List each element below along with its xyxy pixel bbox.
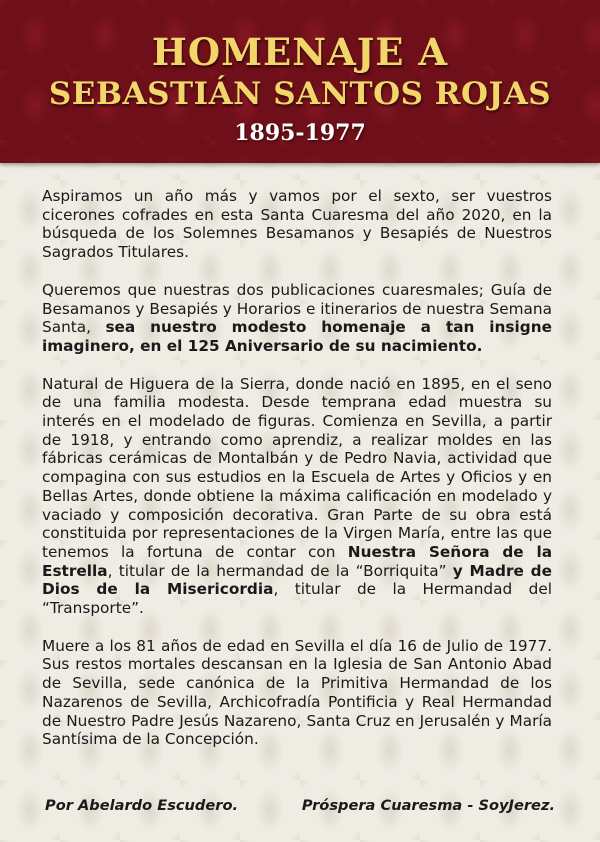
paragraph-death: Muere a los 81 años de edad en Sevilla el día 16 de Julio de 1977. Sus restos mortales descansan en la Iglesia de San Antonio Abad de Sevilla, sede canónica de la Primitiva Hermandad de los Nazarenos de Sevilla, Archicofradía Pontificia y Real Hermandad de Nuestro Padre Jesús Nazareno, Santa Cruz en Jerusalén y María Santísima de la Concepción. — [42, 636, 552, 749]
footer-signoff: Próspera Cuaresma - SoyJerez. — [301, 797, 555, 814]
title-line-2: SEBASTIÁN SANTOS ROJAS — [48, 76, 552, 112]
paragraph-homage-highlight: sea nuestro modesto homenaje a tan insigne imaginero, en el 125 Aniversario de su nacimiento. — [42, 318, 552, 355]
biography-text: Natural de Higuera de la Sierra, donde nació en 1895, en el seno de una familia modesta. Desde temprana edad muestra su interés en el modelado de figuras. Comienza en Sevilla, a partir de 1918, y entrando como aprendiz, a realizar moldes en las fábricas cerámicas de Montalbán y de Pedro Navia, actividad que compagina con sus estudios en la Escuela de Artes y Oficios y en Bellas Artes, donde obtiene la máxima calificación en modelado y vaciado y composición decorativa. Gran Parte de su obra está constituida por representaciones de la Virgen María, entre las que tenemos la fortuna de contar con — [42, 374, 552, 561]
article-body — [42, 187, 552, 768]
biography-transporte: , titular de la Hermandad del “Transporte”. — [42, 580, 553, 618]
biography-estrella: Nuestra Señora de la Estrella — [42, 542, 553, 580]
biography-misericordia: y Madre de Dios de la Misericordia — [42, 561, 552, 599]
footer-author: Por Abelardo Escudero. — [45, 797, 239, 814]
biography-borriquita: , titular de la hermandad de la “Borriquita” — [107, 561, 447, 580]
paragraph-biography — [42, 375, 552, 618]
life-dates: 1895-1977 — [234, 120, 366, 146]
footer — [45, 797, 555, 814]
paragraph-homage — [42, 281, 552, 356]
paragraph-homage-text: Queremos que nuestras dos publicaciones cuaresmales; Guía de Besamanos y Besapiés y Horarios e itinerarios de nuestra Semana Santa, — [42, 280, 552, 337]
title-line-1: HOMENAJE A — [151, 30, 449, 74]
paragraph-intro: Aspiramos un año más y vamos por el sexto, ser vuestros cicerones cofrades en esta Santa Cuaresma del año 2020, en la búsqueda de los Solemnes Besamanos y Besapiés de Nuestros Sagrados Titulares. — [42, 187, 552, 262]
header-banner — [0, 0, 600, 163]
